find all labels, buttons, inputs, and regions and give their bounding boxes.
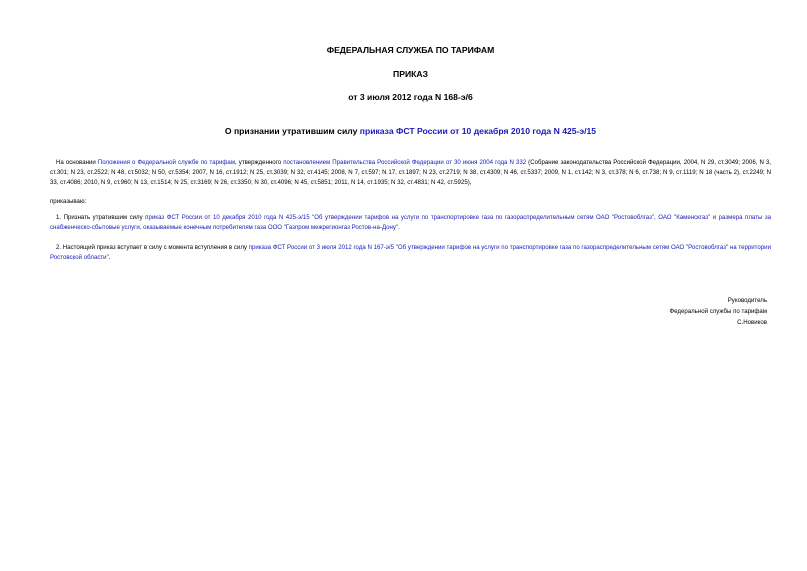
item-2-lead-text: 2. Настоящий приказ вступает в силу с момента вступления в силу: [56, 244, 249, 252]
item-1-end-text: .: [398, 223, 400, 231]
document-page: [50, 40, 772, 326]
signature-name: С.Новиков: [737, 318, 767, 326]
document-type: ПРИКАЗ: [393, 69, 428, 79]
signature-organization: Федеральной службы по тарифам: [669, 307, 767, 315]
government-decree-link[interactable]: постановлением Правительства Российской Федерации от 30 июня 2004 года N 332: [283, 159, 527, 166]
basis-lead-text: На основании: [56, 159, 98, 166]
order-425-link[interactable]: приказ ФСТ России от 10 декабря 2010 года N 425-э/15 "Об утверждении тарифов на услуги по транспортировке газа по газораспределительным сетям ОАО "Ростовоблгаз", ОАО "Каменскгаз" и размера платы за снабженческо-сбытовые услуги, оказываемые конечным потребителям газа ООО "Газпром межрегионгаз Ростов-на-Дону": [50, 213, 772, 231]
signature-position: Руководитель: [727, 297, 767, 304]
document-date-number: от 3 июля 2012 года N 168-э/6: [348, 92, 473, 102]
item-1-lead-text: 1. Признать утратившим силу: [56, 213, 146, 221]
title-link[interactable]: приказа ФСТ России от 10 декабря 2010 года N 425-э/15: [359, 126, 597, 136]
title-text: О признании утратившим силу: [224, 126, 360, 136]
order-167-link[interactable]: приказа ФСТ России от 3 июля 2012 года N 167-э/5 "Об утверждении тарифов на услуги по транспортировке газа по газораспределительным сетям ОАО "Ростовоблгаз" на территории Ростовской области": [50, 244, 771, 262]
item-2-paragraph: [50, 243, 771, 263]
orders-paragraph: приказываю:: [50, 198, 87, 206]
document-title: [50, 126, 771, 137]
agency-name: ФЕДЕРАЛЬНАЯ СЛУЖБА ПО ТАРИФАМ: [326, 45, 495, 55]
basis-mid-text: , утвержденного: [235, 159, 284, 166]
regulation-link[interactable]: Положения о Федеральной службе по тарифам: [97, 159, 236, 166]
signature-block: [670, 296, 768, 328]
item-1-paragraph: [50, 213, 771, 233]
item-2-end-text: .: [108, 254, 111, 262]
basis-rest-text: (Собрание законодательства Российской Федерации, 2004, N 29, ст.3049; 2006, N 3, ст.301; N 23, ст.2522; N 48, ст.5032; N 50, ст.5354; 2007, N 16, ст.1912; N 25, ст.3039; N 32, ст.4145; 2008, N 7, ст.597; N 17, ст.1897; N 23, ст.2719; N 38, ст.4309; N 46, ст.5337; 2009, N 1, ст.142; N 3, ст.378; N 6, ст.738; N 9, ст.1119; N 18 (часть 2), ст.2249; N 33, ст.4086; 2010, N 9, ст.960; N 13, ст.1514; N 25, ст.3169; N 26, ст.3350; N 30, ст.4096; N 45, ст.5851; 2011, N 14, ст.1935; N 32, ст.4831; N 42, ст.5925),: [50, 159, 772, 186]
basis-paragraph: [50, 158, 771, 188]
